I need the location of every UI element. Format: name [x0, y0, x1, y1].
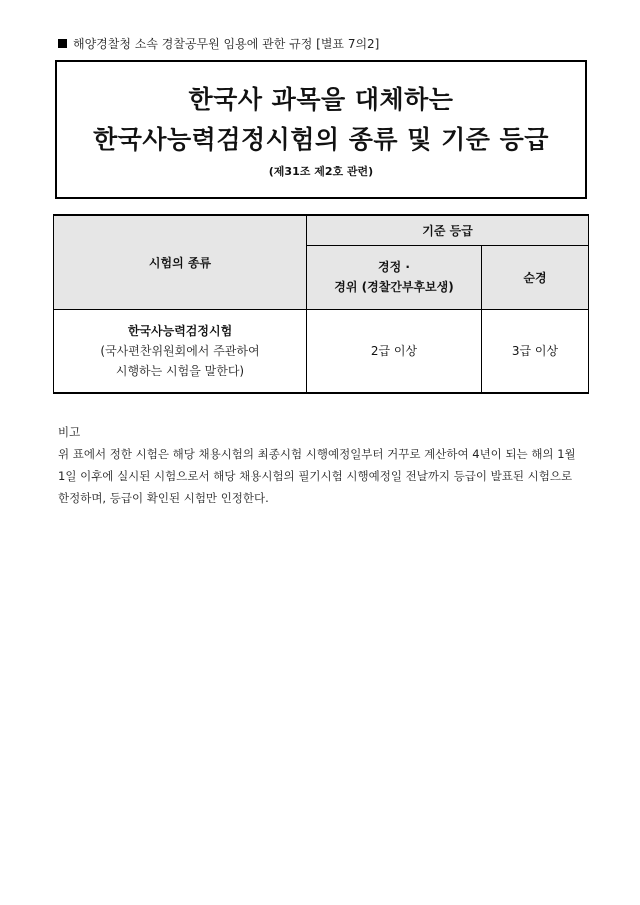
notes-heading: 비고	[58, 425, 81, 439]
header-rank-a-line2: 경위 (경찰간부후보생)	[334, 280, 454, 294]
header-rank-a-line1: 경정 ·	[378, 260, 410, 274]
regulation-header-text: 해양경찰청 소속 경찰공무원 임용에 관한 규정 [별표 7의2]	[73, 37, 380, 51]
grade-b-cell: 3급 이상	[482, 309, 589, 393]
regulation-header	[58, 35, 379, 52]
table-row	[54, 309, 589, 393]
notes-line-3: 한정하며, 등급이 확인된 시험만 인정한다.	[58, 491, 269, 505]
header-rank-a	[307, 245, 482, 309]
notes-line-1: 위 표에서 정한 시험은 해당 채용시험의 최종시험 시행예정일부터 거꾸로 계산하여 4년이 되는 해의 1월	[58, 447, 576, 461]
grade-a-cell: 2급 이상	[307, 309, 482, 393]
notes-line-2: 1일 이후에 실시된 시험으로서 해당 채용시험의 필기시험 시행예정일 전날까지 등급이 발표된 시험으로	[58, 469, 573, 483]
title-box	[55, 60, 587, 199]
exam-name-cell	[54, 309, 307, 393]
grade-table	[53, 214, 589, 394]
title-line-2: 한국사능력검정시험의 종류 및 기준 등급	[93, 125, 549, 154]
exam-note-line1: (국사편찬위원회에서 주관하여	[100, 343, 260, 358]
header-rank-b: 순경	[482, 245, 589, 309]
title-subtitle: (제31조 제2호 관련)	[268, 165, 374, 178]
black-square-icon	[58, 39, 67, 48]
header-exam-type: 시험의 종류	[54, 215, 307, 309]
exam-note-line2: 시행하는 시험을 말한다)	[115, 363, 245, 378]
exam-name: 한국사능력검정시험	[127, 323, 233, 338]
title-line-1: 한국사 과목을 대체하는	[188, 85, 454, 114]
header-standard-grade: 기준 등급	[307, 215, 589, 245]
notes-section	[58, 421, 586, 509]
